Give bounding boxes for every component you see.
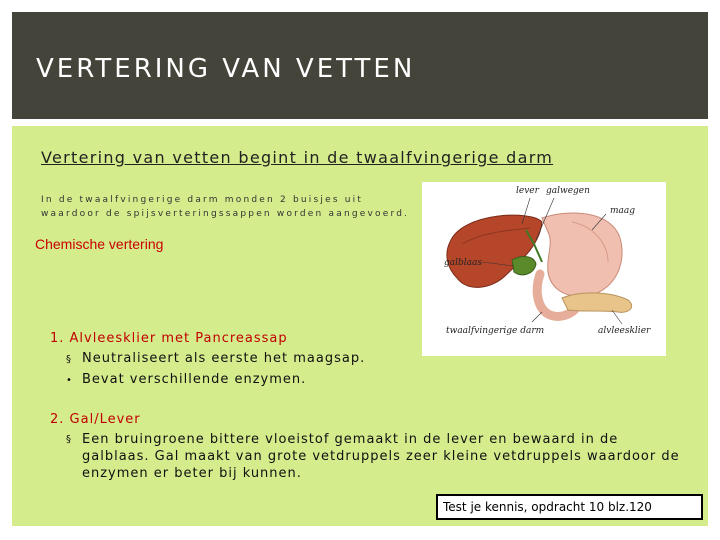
section2-item: [66, 431, 686, 482]
bullet: §: [66, 434, 72, 445]
bullet: §: [66, 354, 72, 365]
slide-title: VERTERING VAN VETTEN: [36, 54, 416, 84]
title-bar: [12, 12, 708, 119]
label-galblaas: galblaas: [444, 258, 482, 268]
label-lever: lever: [516, 186, 539, 196]
item-text: Bevat verschillende enzymen.: [82, 372, 307, 387]
item-text: Een bruingroene bittere vloeistof gemaakt in de lever en bewaard in de galblaas. Gal maakt van grote vetdruppels zeer kleine vetdruppels waardoor de enzymen er beter bij kunnen.: [82, 432, 680, 481]
section1-title: 1. Alvleesklier met Pancreassap: [50, 331, 288, 346]
item-text: Neutraliseert als eerste het maagsap.: [82, 351, 366, 366]
bullet: •: [66, 375, 73, 386]
content-panel: [12, 126, 708, 526]
chem-heading: Chemische vertering: [35, 236, 164, 252]
digestive-organs-image: [422, 182, 666, 356]
section2-title: 2. Gal/Lever: [50, 412, 141, 427]
label-twaalfvingerige-darm: twaalfvingerige darm: [446, 326, 545, 336]
section1-item: [66, 350, 365, 368]
label-maag: maag: [610, 206, 636, 216]
intro-text: In de twaalfvingerige darm monden 2 buisjes uit waardoor de spijsverteringssappen worden aangevoerd.: [41, 195, 410, 219]
test-knowledge-box: Test je kennis, opdracht 10 blz.120: [436, 494, 703, 520]
subtitle: Vertering van vetten begint in de twaalfvingerige darm: [41, 148, 554, 167]
section1-item: [66, 371, 306, 389]
label-galwegen: galwegen: [546, 186, 590, 196]
label-alvleesklier: alvleesklier: [598, 326, 651, 336]
